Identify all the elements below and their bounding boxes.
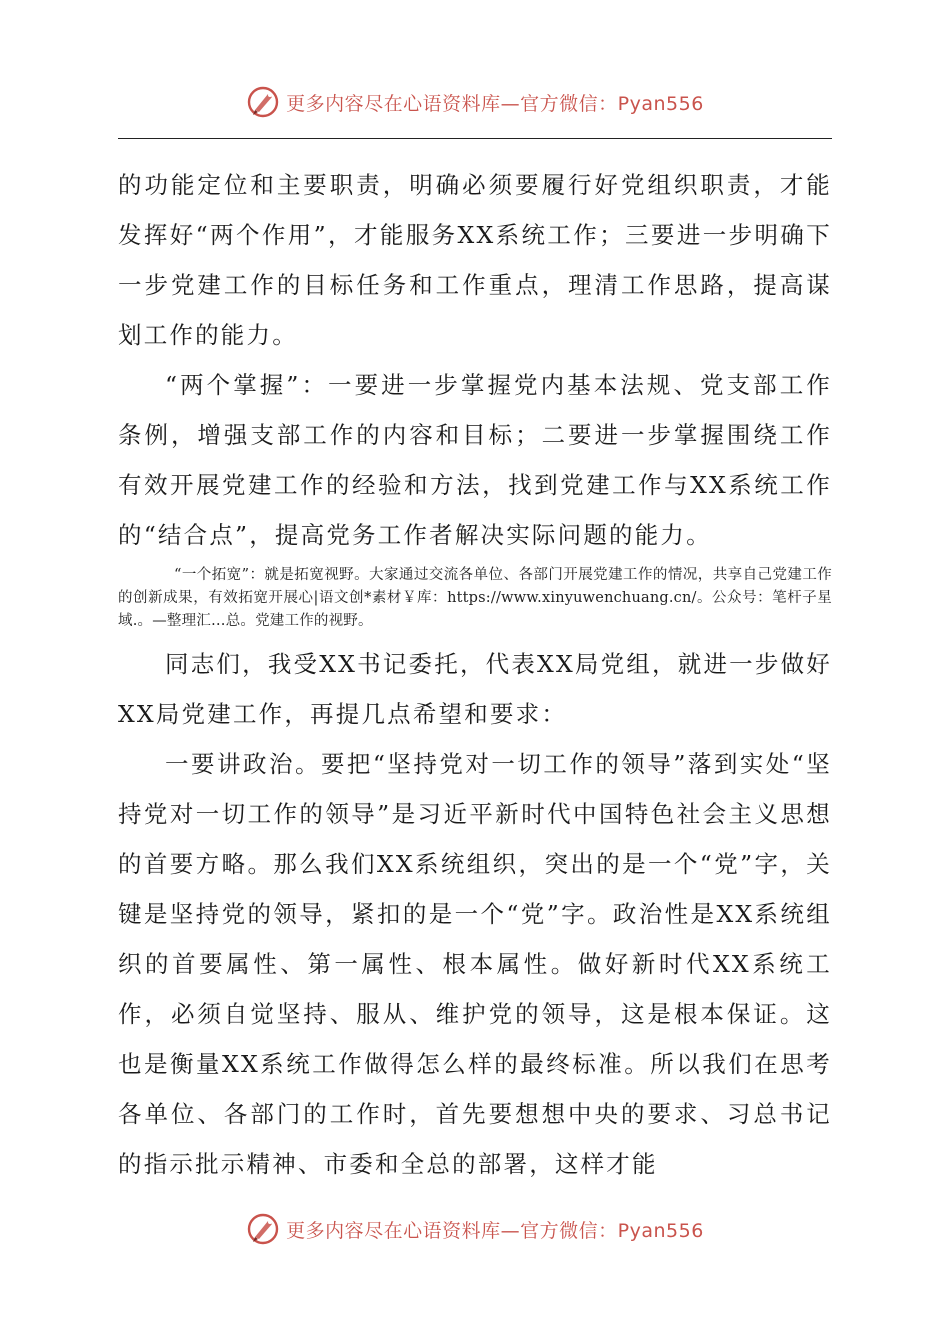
footer-brand-text: 更多内容尽在心语资料库—官方微信：Pyan556 xyxy=(286,1219,704,1242)
header-brand-text: 更多内容尽在心语资料库—官方微信：Pyan556 xyxy=(286,92,704,115)
page-footer xyxy=(0,1209,950,1249)
paragraph-address: 同志们，我受XX书记委托，代表XX局党组，就进一步做好XX局党建工作，再提几点希望和要求： xyxy=(118,650,832,728)
pen-circle-logo-icon xyxy=(246,1212,280,1246)
paragraph-one-broaden: “一个拓宽”：就是拓宽视野。大家通过交流各单位、各部门开展党建工作的情况，共享自己党建工作的创新成果，有效拓宽开展心|语文创*素材￥库：https://www.xinyuwenchuang.cn/。公众号：笔杆子星域.。—整理汇…总。党建工作的视野。 xyxy=(118,567,832,629)
paragraph-two-mastery: “两个掌握”：一要进一步掌握党内基本法规、党支部工作条例，增强支部工作的内容和目标；二要进一步掌握围绕工作有效开展党建工作的经验和方法，找到党建工作与XX系统工作的“结合点”，提高党务工作者解决实际问题的能力。 xyxy=(118,371,832,549)
paragraph-continued: 的功能定位和主要职责，明确必须要履行好党组织职责，才能发挥好“两个作用”，才能服务XX系统工作；三要进一步明确下一步党建工作的目标任务和工作重点，理清工作思路，提高谋划工作的能力。 xyxy=(118,171,832,349)
document-body xyxy=(118,160,832,1189)
page-header xyxy=(0,82,950,122)
pen-circle-logo-icon xyxy=(246,85,280,119)
header-divider xyxy=(118,138,832,139)
paragraph-politics: 一要讲政治。要把“坚持党对一切工作的领导”落到实处“坚持党对一切工作的领导”是习近平新时代中国特色社会主义思想的首要方略。那么我们XX系统组织，突出的是一个“党”字，关键是坚持党的领导，紧扣的是一个“党”字。政治性是XX系统组织的首要属性、第一属性、根本属性。做好新时代XX系统工作，必须自觉坚持、服从、维护党的领导，这是根本保证。这也是衡量XX系统工作做得怎么样的最终标准。所以我们在思考各单位、各部门的工作时，首先要想想中央的要求、习总书记的指示批示精神、市委和全总的部署，这样才能 xyxy=(118,750,832,1178)
